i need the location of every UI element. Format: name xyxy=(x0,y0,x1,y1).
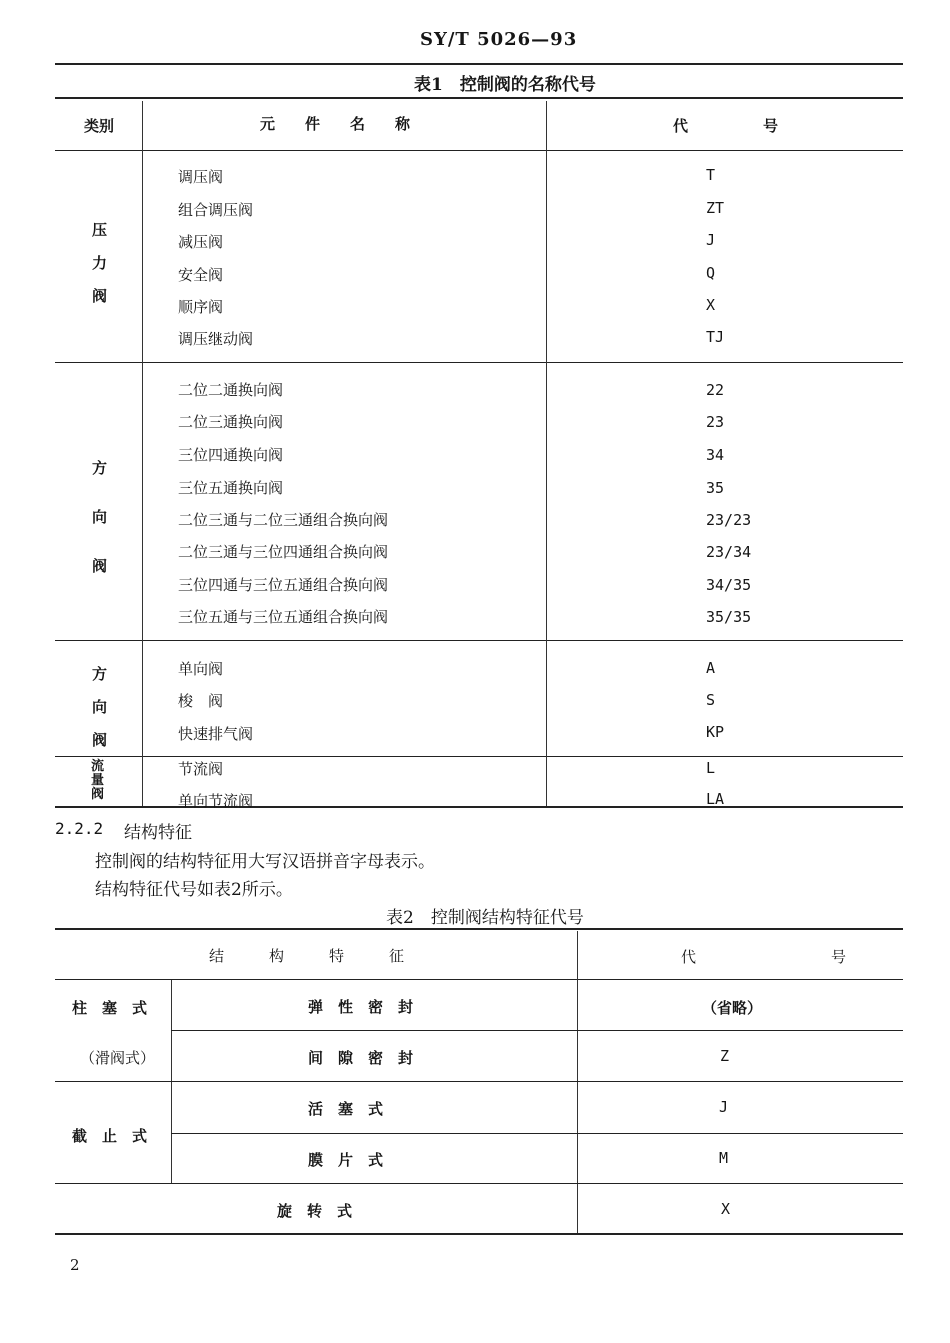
table1-header-code: 代 号 xyxy=(673,117,779,135)
table1-row-code: Q xyxy=(706,264,716,282)
table1-row-name: 三位四通与三位五通组合换向阀 xyxy=(178,576,389,594)
table1-row-code: A xyxy=(706,659,716,677)
table1-row-code: 34 xyxy=(706,446,725,464)
table2-row-rule xyxy=(171,1030,903,1031)
table1-row-name: 二位三通与二位三通组合换向阀 xyxy=(178,511,389,529)
table1-row-code: 22 xyxy=(706,381,725,399)
page-number: 2 xyxy=(70,1256,80,1274)
table1-row-code: 23 xyxy=(706,413,725,431)
table2-feature-cell: 活 塞 式 xyxy=(308,1100,384,1118)
table2-row-rule xyxy=(171,1133,903,1134)
table2-code-cell: （省略） xyxy=(702,999,763,1017)
table1-row-name: 二位二通换向阀 xyxy=(178,381,284,399)
table1-header-bottom-rule xyxy=(55,150,903,151)
table1-row-code: T xyxy=(706,166,716,184)
table1-row-code: J xyxy=(706,231,716,249)
table2-feature-cell: 间 隙 密 封 xyxy=(308,1049,414,1067)
table1-category-directional: 方 向 阀 xyxy=(92,459,108,575)
table1-row-code: S xyxy=(706,691,716,709)
table1-row-code: 34/35 xyxy=(706,576,752,594)
table2-code-cell: Z xyxy=(720,1047,730,1065)
table1-row-name: 单向阀 xyxy=(178,660,224,678)
table2-feature-cell: 弹 性 密 封 xyxy=(308,998,414,1016)
table1-row-name: 调压继动阀 xyxy=(178,330,254,348)
table2-group1-label: 柱 塞 式 xyxy=(72,999,148,1017)
section-title: 结构特征 xyxy=(124,823,192,843)
table2-bottom-rule xyxy=(55,1233,903,1235)
table1-row-code: KP xyxy=(706,723,725,741)
table1-header-name: 元 件 名 称 xyxy=(260,115,411,133)
table1-row-name: 梭 阀 xyxy=(178,692,224,710)
table1-row-code: 35/35 xyxy=(706,608,752,626)
table1-row-name: 三位四通换向阀 xyxy=(178,446,284,464)
table1-row-name: 减压阀 xyxy=(178,233,224,251)
table2-header-feature: 结 构 特 征 xyxy=(209,947,405,965)
table2-top-rule xyxy=(55,928,903,930)
table2-header-bottom-rule xyxy=(55,979,903,980)
table1-row-name: 节流阀 xyxy=(178,760,224,778)
table1-caption: 表1 控制阀的名称代号 xyxy=(414,75,596,95)
table1-row-name: 三位五通与三位五通组合换向阀 xyxy=(178,608,389,626)
section-paragraph-2: 结构特征代号如表2所示。 xyxy=(95,880,293,900)
table2-header-code: 代 号 xyxy=(681,948,847,966)
table1-group2-rule xyxy=(55,640,903,641)
table1-category-directional-2: 方 向 阀 xyxy=(92,665,108,749)
table1-category-flow: 流 量 阀 xyxy=(91,759,105,802)
table1-row-name: 顺序阀 xyxy=(178,298,224,316)
table1-row-code: ZT xyxy=(706,199,725,217)
table2-group1-sublabel: （滑阀式） xyxy=(80,1049,156,1067)
table1-col-divider-1 xyxy=(142,101,143,806)
table1-row-name: 安全阀 xyxy=(178,266,224,284)
table2-group-rule xyxy=(55,1081,903,1082)
table1-group1-rule xyxy=(55,362,903,363)
table1-row-name: 组合调压阀 xyxy=(178,201,254,219)
table1-row-code: L xyxy=(706,759,716,777)
section-paragraph-1: 控制阀的结构特征用大写汉语拼音字母表示。 xyxy=(95,852,435,872)
table1-row-code: X xyxy=(706,296,716,314)
table1-row-code: 35 xyxy=(706,479,725,497)
table2-feature-cell: 膜 片 式 xyxy=(308,1151,384,1169)
table2-code-cell: M xyxy=(719,1149,729,1167)
table1-row-name: 三位五通换向阀 xyxy=(178,479,284,497)
table2-rotary-code: X xyxy=(721,1200,731,1218)
table1-group3-rule xyxy=(55,756,903,757)
table1-row-name: 二位三通与三位四通组合换向阀 xyxy=(178,543,389,561)
table2-group-rule xyxy=(55,1183,903,1184)
table1-row-name: 调压阀 xyxy=(178,168,224,186)
table2-code-cell: J xyxy=(719,1098,729,1116)
table1-row-code: 23/34 xyxy=(706,543,752,561)
table2-code-divider xyxy=(577,931,578,1233)
table1-header-top-rule xyxy=(55,97,903,99)
table1-header-category: 类别 xyxy=(84,117,115,135)
table1-row-code: LA xyxy=(706,790,725,808)
section-number: 2.2.2 xyxy=(55,819,104,838)
table1-row-code: TJ xyxy=(706,328,725,346)
table1-category-pressure: 压 力 阀 xyxy=(92,221,108,305)
table1-top-rule xyxy=(55,63,903,65)
table1-row-name: 快速排气阀 xyxy=(178,725,254,743)
table2-caption: 表2 控制阀结构特征代号 xyxy=(386,908,584,928)
table1-row-name: 二位三通换向阀 xyxy=(178,413,284,431)
table2-rotary-feature: 旋 转 式 xyxy=(277,1202,353,1220)
table1-col-divider-2 xyxy=(546,101,547,806)
table1-row-code: 23/23 xyxy=(706,511,752,529)
table2-group2-label: 截 止 式 xyxy=(72,1127,148,1145)
standard-code: SY/T 5026—93 xyxy=(420,29,578,50)
table1-row-name: 单向节流阀 xyxy=(178,792,254,810)
